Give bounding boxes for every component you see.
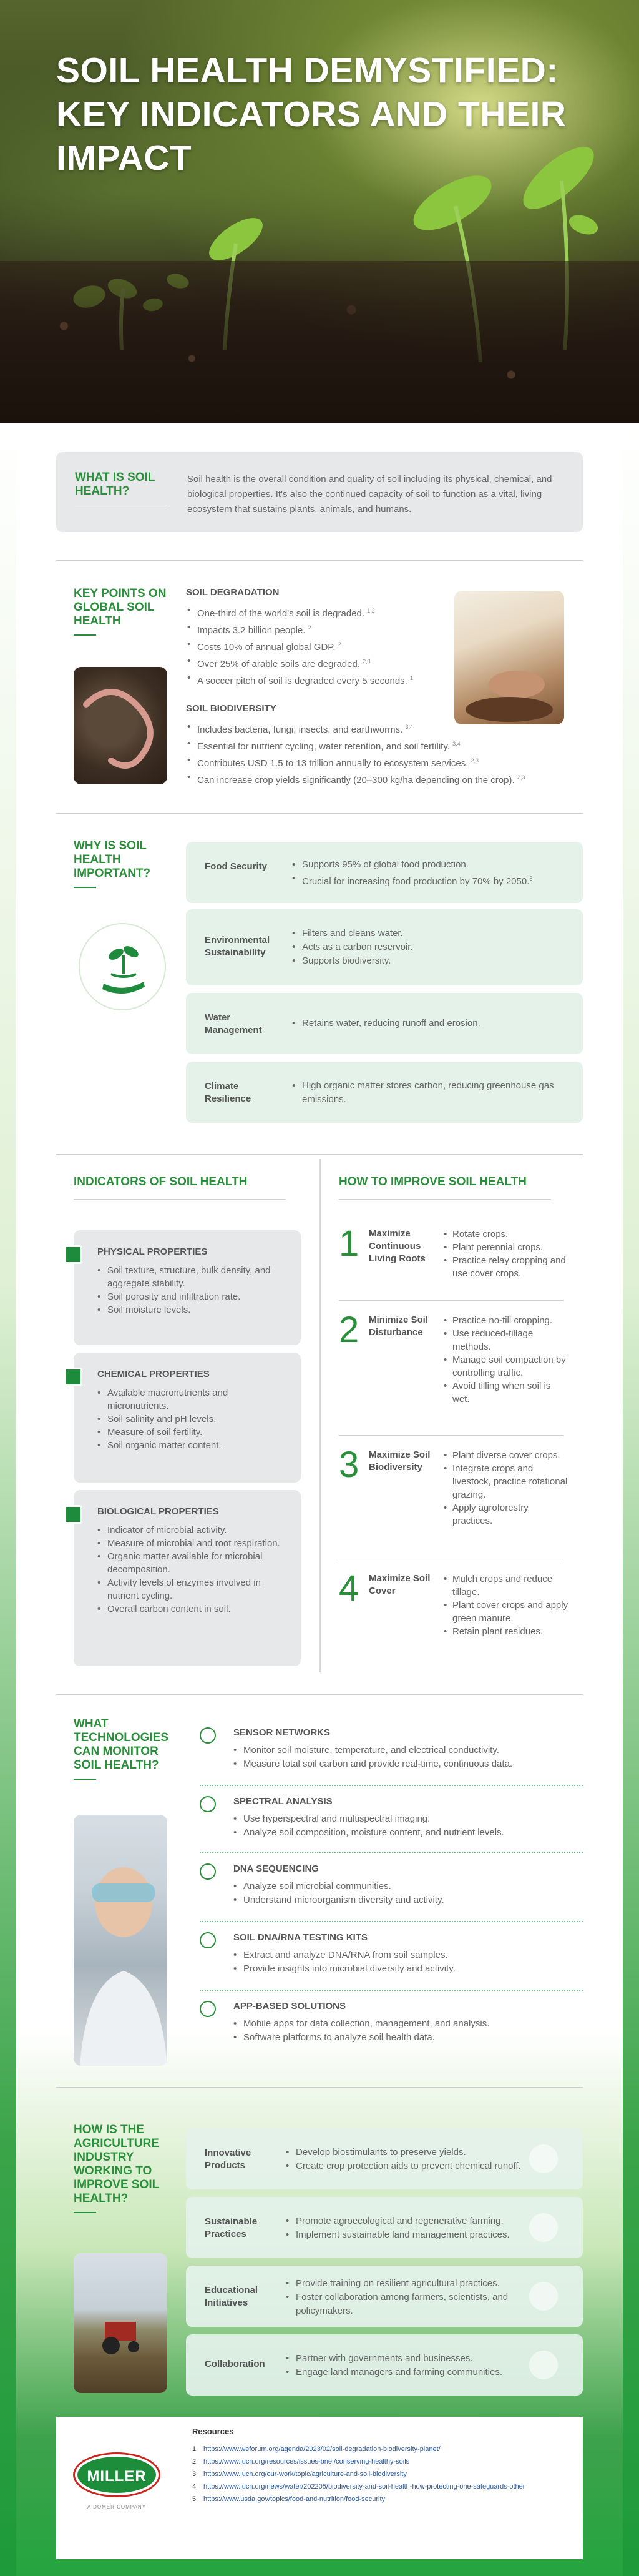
what-is-description: Soil health is the overall condition and quality of soil including its physical, chemical, and biological properties. It's also the continued capacity of soil to function as a vital, living ecosystem that sustains plants, animals, and humans.	[187, 474, 552, 515]
list-item: • Plant perennial crops.	[444, 1241, 568, 1254]
resources-list	[192, 2443, 567, 2505]
list-item: • Manage soil compaction by controlling traffic.	[444, 1353, 568, 1379]
step-list	[444, 1314, 568, 1406]
how-item-1	[339, 1223, 566, 1290]
list-item: • Measure of microbial and root respiration.	[97, 1537, 291, 1550]
indicators-title-text: INDICATORS OF SOIL HEALTH	[74, 1175, 248, 1188]
tractor-field-photo	[74, 2253, 167, 2393]
title-underline	[74, 887, 96, 888]
graduation-icon	[529, 2282, 558, 2311]
list-item: • Provide training on resilient agricultural practices.	[286, 2277, 535, 2291]
step-number: 4	[339, 1568, 359, 1609]
card-list	[292, 1017, 567, 1030]
tech-sensor-networks	[200, 1727, 574, 1771]
list-item: • Retain plant residues.	[444, 1625, 568, 1638]
card-list	[97, 1386, 291, 1452]
list-item: • Soil porosity and infiltration rate.	[97, 1290, 291, 1303]
list-item: • Includes bacteria, fungi, insects, and earthworms. $^{3,4}$	[186, 720, 573, 737]
list-item: • Essential for nutrient cycling, water retention, and soil fertility. $^{3,4}$	[186, 737, 573, 754]
list-item: • Understand microorganism diversity and activity.	[233, 1893, 570, 1907]
degradation-heading: SOIL DEGRADATION	[186, 587, 280, 598]
tech-list	[233, 1948, 570, 1976]
step-list	[444, 1572, 568, 1638]
soil-ground	[0, 261, 639, 423]
card-list	[286, 2214, 535, 2242]
list-item: • One-third of the world's soil is degraded. $^{1,2}$	[186, 604, 448, 621]
list-item: • Soil salinity and pH levels.	[97, 1413, 291, 1426]
title-underline	[74, 1199, 286, 1200]
tech-heading: SENSOR NETWORKS	[233, 1727, 331, 1738]
card-label: Environmental Sustainability	[205, 935, 270, 958]
how-item-4	[339, 1568, 568, 1654]
list-item: • Available macronutrients and micronutrients.	[97, 1386, 291, 1413]
indicators-title	[74, 1175, 286, 1200]
title-underline	[74, 634, 96, 636]
chemical-properties-card	[74, 1353, 301, 1483]
card-label: Climate Resilience	[205, 1081, 251, 1104]
list-item: • Supports biodiversity.	[292, 954, 567, 968]
tech-heading: APP-BASED SOLUTIONS	[233, 2001, 346, 2011]
soil-degradation-block	[186, 587, 448, 703]
card-label: Innovative Products	[205, 2148, 251, 2171]
earthworm-icon	[74, 667, 167, 784]
list-item: • Measure total soil carbon and provide real-time, continuous data.	[233, 1757, 570, 1771]
title-underline	[74, 2212, 96, 2213]
how-to-improve-title	[339, 1175, 551, 1200]
resource-link[interactable]: 2 https://www.iucn.org/resources/issues-brief/conserving-healthy-soils	[192, 2458, 410, 2465]
how-item-3	[339, 1444, 568, 1536]
list-item: • Mulch crops and reduce tillage.	[444, 1572, 568, 1599]
resource-link[interactable]: 5 https://www.usda.gov/topics/food-and-nutrition/food-security	[192, 2495, 386, 2503]
list-item: • Activity levels of enzymes involved in nutrient cycling.	[97, 1576, 291, 1602]
microbe-icon	[64, 1505, 82, 1524]
list-item: • Develop biostimulants to preserve yields.	[286, 2146, 535, 2159]
card-list	[292, 927, 567, 968]
tractor-icon	[74, 2253, 167, 2393]
list-item: • Partner with governments and businesses.	[286, 2352, 535, 2366]
why-important-title	[74, 839, 173, 888]
list-item: • Plant diverse cover crops.	[444, 1449, 568, 1462]
card-label: Water Management	[205, 1012, 262, 1035]
page-title: SOIL HEALTH DEMYSTIFIED: KEY INDICATORS AND THEIR IMPACT	[56, 51, 567, 178]
what-is-soil-health-box	[56, 452, 583, 532]
list-item: • Mobile apps for data collection, management, and analysis.	[233, 2017, 570, 2031]
card-list	[292, 1079, 567, 1107]
list-item: • Filters and cleans water.	[292, 927, 567, 940]
list-item: • Create crop protection aids to prevent chemical runoff.	[286, 2159, 535, 2173]
list-item: • Foster collaboration among farmers, scientists, and policymakers.	[286, 2291, 535, 2318]
list-item: • Organic matter available for microbial decomposition.	[97, 1550, 291, 1576]
list-item: • High organic matter stores carbon, reducing greenhouse gas emissions.	[292, 1079, 567, 1107]
list-item: • Supports 95% of global food production.	[292, 858, 567, 872]
flask-icon	[64, 1368, 82, 1386]
card-heading: PHYSICAL PROPERTIES	[97, 1246, 208, 1257]
tech-list	[233, 1880, 570, 1907]
title-underline	[339, 1199, 551, 1200]
industry-card-innovative	[186, 2128, 583, 2189]
sensor-network-icon	[200, 1727, 216, 1744]
list-item: • Overall carbon content in soil.	[97, 1602, 291, 1616]
resources-title: Resources	[192, 2427, 234, 2436]
industry-title	[74, 2123, 180, 2213]
why-card-food-security	[186, 842, 583, 903]
how-item-2	[339, 1310, 566, 1408]
list-item: • A soccer pitch of soil is degraded every 5 seconds. $^1$	[186, 671, 448, 688]
tech-list	[233, 2017, 570, 2045]
list-item: • Use hyperspectral and multispectral imaging.	[233, 1812, 570, 1826]
what-is-title-text: WHAT IS SOIL HEALTH?	[75, 471, 155, 498]
list-item: • Practice relay cropping and use cover crops.	[444, 1254, 568, 1280]
list-item: • Analyze soil microbial communities.	[233, 1880, 570, 1893]
section-divider	[56, 2087, 583, 2088]
tech-heading: SPECTRAL ANALYSIS	[233, 1796, 333, 1807]
why-title-text: WHY IS SOIL HEALTH IMPORTANT?	[74, 839, 151, 880]
card-label: Educational Initiatives	[205, 2285, 258, 2308]
card-list	[286, 2277, 535, 2318]
tech-divider	[200, 1921, 583, 1922]
list-item: • Costs 10% of annual global GDP. $^2$	[186, 638, 448, 654]
section-divider	[56, 813, 583, 814]
list-item: • Analyze soil composition, moisture content, and nutrient levels.	[233, 1826, 570, 1840]
list-item: • Can increase crop yields significantly (20–300 kg/ha depending on the crop). $^{2,3}$	[186, 771, 573, 787]
section-divider	[56, 560, 583, 561]
tech-heading: DNA SEQUENCING	[233, 1863, 319, 1874]
test-kit-icon	[200, 1932, 216, 1948]
tech-list	[233, 1744, 570, 1771]
list-item: • Impacts 3.2 billion people. $^2$	[186, 621, 448, 638]
column-divider	[320, 1159, 321, 1672]
why-card-environmental	[186, 909, 583, 985]
list-item: • Promote agroecological and regenerative farming.	[286, 2214, 535, 2228]
plant-hand-glyph	[80, 924, 167, 1012]
step-title: Maximize Continuous Living Roots	[369, 1228, 426, 1264]
tech-dna-sequencing	[200, 1863, 574, 1907]
card-list	[286, 2352, 535, 2379]
key-points-title-text: KEY POINTS ON GLOBAL SOIL HEALTH	[74, 587, 167, 628]
resource-link[interactable]: 3 https://www.iucn.org/our-work/topic/agriculture-and-soil-biodiversity	[192, 2470, 407, 2478]
card-label: Food Security	[205, 861, 268, 872]
list-item: • Acts as a carbon reservoir.	[292, 940, 567, 954]
section-divider	[56, 1154, 583, 1155]
step-list	[444, 1228, 568, 1280]
list-item: • Implement sustainable land management practices.	[286, 2228, 535, 2242]
physical-properties-card	[74, 1230, 301, 1345]
card-list	[286, 2146, 535, 2173]
industry-title-text: HOW IS THE AGRICULTURE INDUSTRY WORKING TO IMPROVE SOIL HEALTH?	[74, 2123, 159, 2205]
list-item: • Use reduced-tillage methods.	[444, 1327, 568, 1353]
list-item: • Measure of soil fertility.	[97, 1426, 291, 1439]
industry-card-collaboration	[186, 2334, 583, 2396]
what-is-title	[75, 471, 181, 505]
logo-subtitle: A DOMER COMPANY	[87, 2504, 146, 2510]
plant-in-hand-icon	[79, 923, 166, 1010]
list-item: • Over 25% of arable soils are degraded. $^{2,3}$	[186, 654, 448, 671]
card-list	[97, 1524, 291, 1616]
step-number: 1	[339, 1223, 359, 1264]
tech-divider	[200, 1852, 583, 1853]
recycle-icon	[529, 2213, 558, 2242]
list-item: • Soil texture, structure, bulk density, and aggregate stability.	[97, 1264, 291, 1290]
step-title: Minimize Soil Disturbance	[369, 1315, 429, 1338]
list-item: • Integrate crops and livestock, practice rotational grazing.	[444, 1462, 568, 1501]
footer	[56, 2417, 583, 2559]
biological-properties-card	[74, 1490, 301, 1666]
tech-list	[233, 1812, 570, 1840]
soil-biodiversity-block	[186, 703, 573, 787]
list-item: • Practice no-till cropping.	[444, 1314, 568, 1327]
tech-title-text: WHAT TECHNOLOGIES CAN MONITOR SOIL HEALTH?	[74, 1717, 169, 1772]
earthworm-photo	[74, 667, 167, 784]
tech-divider	[200, 1785, 583, 1786]
logo-text: MILLER	[87, 2468, 147, 2485]
why-card-climate	[186, 1062, 583, 1123]
leaf-icon	[529, 2144, 558, 2173]
list-item: • Soil organic matter content.	[97, 1439, 291, 1452]
tech-heading: SOIL DNA/RNA TESTING KITS	[233, 1932, 368, 1943]
step-list	[444, 1449, 568, 1527]
tech-divider	[200, 1990, 583, 1991]
card-heading: CHEMICAL PROPERTIES	[97, 1369, 210, 1379]
resource-link[interactable]: 1 https://www.weforum.org/agenda/2023/02/soil-degradation-biodiversity-planet/	[192, 2445, 441, 2453]
list-item: • Engage land managers and farming communities.	[286, 2366, 535, 2379]
step-number: 2	[339, 1310, 359, 1350]
list-item: • Indicator of microbial activity.	[97, 1524, 291, 1537]
handshake-icon	[529, 2351, 558, 2379]
technologies-title	[74, 1717, 173, 1780]
step-divider	[339, 1300, 563, 1301]
industry-card-educational	[186, 2266, 583, 2327]
tech-dna-rna-kits	[200, 1932, 574, 1976]
hero-banner	[0, 0, 639, 423]
step-divider	[339, 1435, 563, 1436]
gear-icon	[64, 1245, 82, 1264]
scientist-photo	[74, 1815, 167, 2066]
card-label: Sustainable Practices	[205, 2216, 258, 2239]
list-item: • Software platforms to analyze soil health data.	[233, 2031, 570, 2045]
section-divider	[56, 1694, 583, 1695]
list-item: • Rotate crops.	[444, 1228, 568, 1241]
step-number: 3	[339, 1444, 359, 1485]
spectral-wave-icon	[200, 1796, 216, 1812]
scientist-icon	[74, 1815, 167, 2066]
list-item: • Contributes USD 1.5 to 13 trillion annually to ecosystem services. $^{2,3}$	[186, 754, 573, 771]
tech-app-solutions	[200, 2001, 574, 2045]
miller-logo	[75, 2454, 159, 2495]
resource-link[interactable]: 4 https://www.iucn.org/news/water/202205/biodiversity-and-soil-health-how-protecting-one-safeguards-other	[192, 2483, 525, 2490]
why-card-water	[186, 993, 583, 1054]
step-title: Maximize Soil Cover	[369, 1573, 431, 1596]
card-heading: BIOLOGICAL PROPERTIES	[97, 1506, 219, 1517]
list-item: • Crucial for increasing food production by 70% by 2050.$^5$	[292, 872, 567, 889]
card-label: Collaboration	[205, 2359, 265, 2369]
biodiversity-list	[186, 720, 573, 787]
title-underline	[74, 1779, 96, 1780]
list-item: • Avoid tilling when soil is wet.	[444, 1379, 568, 1406]
list-item: • Provide insights into microbial diversity and activity.	[233, 1962, 570, 1976]
list-item: • Retains water, reducing runoff and erosion.	[292, 1017, 567, 1030]
industry-card-sustainable	[186, 2197, 583, 2258]
list-item: • Monitor soil moisture, temperature, and electrical conductivity.	[233, 1744, 570, 1757]
card-list	[292, 858, 567, 889]
how-to-title-text: HOW TO IMPROVE SOIL HEALTH	[339, 1175, 527, 1188]
dna-icon	[200, 1863, 216, 1880]
key-points-title	[74, 587, 173, 636]
biodiversity-heading: SOIL BIODIVERSITY	[186, 703, 276, 714]
card-list	[97, 1264, 291, 1316]
tech-spectral-analysis	[200, 1796, 574, 1840]
step-title: Maximize Soil Biodiversity	[369, 1449, 431, 1473]
list-item: • Apply agroforestry practices.	[444, 1501, 568, 1527]
list-item: • Plant cover crops and apply green manure.	[444, 1599, 568, 1625]
list-item: • Extract and analyze DNA/RNA from soil samples.	[233, 1948, 570, 1962]
degradation-list	[186, 604, 448, 688]
list-item: • Soil moisture levels.	[97, 1303, 291, 1316]
app-solutions-icon	[200, 2001, 216, 2017]
